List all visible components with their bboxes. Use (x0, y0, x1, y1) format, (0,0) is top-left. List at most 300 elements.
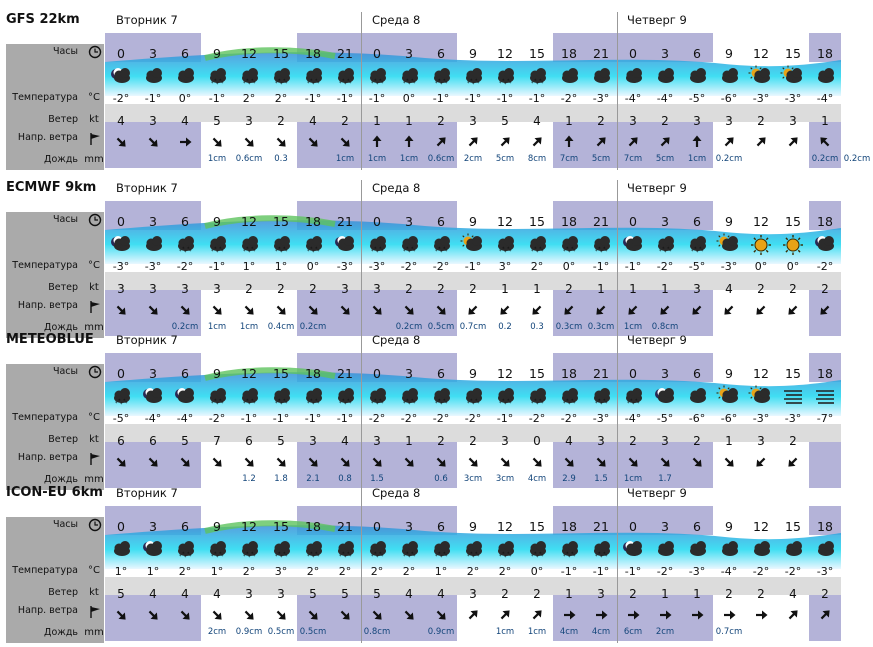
wind-cell: 1 (565, 114, 573, 128)
wind-arrow-icon (137, 605, 169, 625)
cloud-snow-icon (524, 386, 550, 408)
temperature-cell: -2° (400, 412, 418, 425)
svg-text:*: * (248, 402, 251, 408)
wind-arrow-icon (553, 132, 585, 152)
svg-text:*: * (603, 398, 606, 405)
temperature-cell: -2° (560, 92, 578, 105)
wind-arrow-icon (297, 132, 329, 152)
svg-text:*: * (598, 551, 601, 558)
svg-text:*: * (221, 401, 224, 407)
svg-text:*: * (605, 249, 608, 255)
temperature-cell: -5° (688, 260, 706, 273)
temperature-cell: 1° (146, 565, 160, 578)
svg-text:*: * (472, 82, 475, 88)
svg-text:*: * (595, 401, 598, 407)
svg-text:*: * (603, 551, 606, 558)
svg-text:*: * (118, 398, 121, 405)
wind-arrow-icon (425, 452, 457, 472)
svg-text:*: * (694, 246, 697, 253)
svg-text:*: * (502, 398, 505, 405)
svg-text:*: * (275, 401, 278, 407)
unit-rain: mm (84, 474, 104, 485)
svg-text:*: * (344, 402, 347, 408)
svg-text:*: * (662, 246, 665, 253)
cloud-snow-icon (236, 234, 262, 256)
row-label-temperature: Температура (12, 412, 78, 423)
temperature-cell: -3° (688, 565, 706, 578)
hour-cell: 9 (469, 214, 477, 229)
svg-text:*: * (374, 398, 377, 405)
hour-cell: 18 (561, 519, 577, 534)
svg-text:*: * (285, 81, 288, 87)
rain-cell: 0.7cm (459, 322, 487, 332)
temperature-cell: -4° (624, 412, 642, 425)
temperature-cell: -6° (688, 412, 706, 425)
temperature-cell: 2° (498, 565, 512, 578)
wind-cell: 3 (309, 434, 317, 448)
temperature-cell: 2° (402, 565, 416, 578)
rain-cell: 3cm (495, 474, 515, 484)
svg-text:*: * (411, 551, 414, 558)
row-label-hours: Часы (52, 214, 78, 225)
temperature-cell: -3° (592, 412, 610, 425)
cloud-snow-icon (396, 234, 422, 256)
hour-cell: 21 (337, 214, 353, 229)
cloud-snow-icon (428, 66, 454, 88)
wind-arrow-icon (649, 132, 681, 152)
hour-cell: 18 (561, 214, 577, 229)
hour-cell: 15 (273, 366, 289, 381)
temperature-cell: -2° (368, 412, 386, 425)
wind-cell: 4 (213, 587, 221, 601)
hour-cell: 21 (337, 519, 353, 534)
svg-text:*: * (123, 398, 126, 405)
svg-text:*: * (499, 249, 502, 255)
unit-temp: °C (88, 260, 100, 271)
wind-cell: 2 (789, 434, 797, 448)
cloud-snow-icon (300, 234, 326, 256)
clock-icon (88, 365, 102, 379)
temperature-cell: -4° (816, 92, 834, 105)
cloud-snow-icon (556, 234, 582, 256)
temperature-cell: 0° (786, 260, 800, 273)
svg-text:*: * (502, 551, 505, 558)
wind-arrow-icon (489, 132, 521, 152)
svg-text:*: * (443, 398, 446, 405)
day-label: Четверг 9 (627, 333, 687, 347)
svg-text:*: * (539, 398, 542, 405)
hour-cell: 15 (785, 519, 801, 534)
cloud-snow-icon (300, 386, 326, 408)
temperature-cell: -1° (336, 92, 354, 105)
rain-cell: 2.1 (306, 474, 320, 484)
svg-text:*: * (280, 555, 283, 561)
cloud-snow-icon (556, 539, 582, 561)
svg-text:*: * (278, 551, 281, 558)
day-label: Вторник 7 (116, 13, 178, 27)
wind-arrow-icon (233, 605, 265, 625)
wind-arrow-icon (105, 452, 137, 472)
temperature-cell: -1° (272, 412, 290, 425)
svg-text:*: * (499, 401, 502, 407)
svg-text:*: * (472, 402, 475, 408)
wind-cell: 4 (405, 587, 413, 601)
wind-cell: 3 (181, 282, 189, 296)
svg-text:*: * (216, 250, 219, 256)
rain-cell: 4cm (559, 627, 579, 637)
rain-cell: 1cm (207, 154, 227, 164)
svg-text:*: * (440, 555, 443, 561)
grid-row-bg (809, 424, 841, 442)
svg-text:*: * (443, 78, 446, 85)
temperature-cell: -3° (752, 92, 770, 105)
model-title: GFS 22km (6, 12, 80, 27)
svg-text:*: * (371, 249, 374, 255)
hour-cell: 3 (149, 519, 157, 534)
svg-text:*: * (531, 401, 534, 407)
rain-cell: 5cm (655, 154, 675, 164)
day-label: Вторник 7 (116, 333, 178, 347)
day-label: Четверг 9 (627, 486, 687, 500)
unit-rain: mm (84, 627, 104, 638)
hour-cell: 15 (785, 46, 801, 61)
unit-temp: °C (88, 412, 100, 423)
sun-cloud-icon (460, 234, 486, 256)
svg-text:*: * (317, 81, 320, 87)
temperature-cell: -1° (208, 260, 226, 273)
wind-cell: 1 (661, 587, 669, 601)
cloud-snow-icon (460, 66, 486, 88)
row-label-hours: Часы (52, 366, 78, 377)
day-label: Четверг 9 (627, 181, 687, 195)
rain-cell: 0.9cm (427, 627, 455, 637)
rain-cell: 1cm (623, 474, 643, 484)
temperature-cell: -3° (816, 565, 834, 578)
rain-cell: 6cm (623, 627, 643, 637)
svg-text:*: * (342, 551, 345, 558)
wind-cell: 4 (117, 114, 125, 128)
wind-cell: 3 (149, 282, 157, 296)
temperature-cell: 2° (242, 565, 256, 578)
svg-text:*: * (371, 401, 374, 407)
svg-text:*: * (573, 554, 576, 560)
temperature-cell: 1° (434, 565, 448, 578)
hour-cell: 3 (405, 46, 413, 61)
svg-text:*: * (568, 555, 571, 561)
svg-text:*: * (536, 402, 539, 408)
wind-arrow-icon (681, 132, 713, 152)
svg-text:*: * (470, 78, 473, 85)
wind-arrow-icon (585, 452, 617, 472)
wind-arrow-icon (457, 300, 489, 320)
hour-cell: 18 (561, 46, 577, 61)
svg-text:*: * (531, 554, 534, 560)
svg-text:*: * (477, 401, 480, 407)
wind-arrow-icon (745, 605, 777, 625)
hour-cell: 0 (629, 366, 637, 381)
svg-text:*: * (347, 398, 350, 405)
wind-cell: 5 (117, 587, 125, 601)
wind-arrow-icon (169, 452, 201, 472)
wind-cell: 4 (181, 587, 189, 601)
hour-cell: 3 (661, 214, 669, 229)
svg-text:*: * (211, 81, 214, 87)
svg-text:*: * (379, 78, 382, 85)
wind-cell: 6 (149, 434, 157, 448)
cloud-snow-icon (428, 234, 454, 256)
svg-text:*: * (182, 551, 185, 558)
flag-icon (88, 452, 102, 466)
wind-arrow-icon (329, 132, 361, 152)
hour-cell: 3 (405, 214, 413, 229)
hour-cell: 9 (213, 519, 221, 534)
svg-text:*: * (253, 554, 256, 560)
wind-arrow-icon (201, 132, 233, 152)
temperature-cell: 1° (210, 565, 224, 578)
wind-arrow-icon (713, 132, 745, 152)
cloud-snow-icon (364, 234, 390, 256)
hour-cell: 12 (241, 46, 257, 61)
svg-text:*: * (595, 249, 598, 255)
svg-text:*: * (371, 81, 374, 87)
svg-text:*: * (477, 554, 480, 560)
svg-text:*: * (536, 82, 539, 88)
wind-cell: 2 (277, 282, 285, 296)
sun-cloud-icon (748, 386, 774, 408)
wind-cell: 2 (725, 587, 733, 601)
svg-text:*: * (406, 78, 409, 85)
temperature-cell: -2° (464, 412, 482, 425)
svg-text:*: * (339, 81, 342, 87)
svg-text:*: * (243, 401, 246, 407)
svg-text:*: * (251, 246, 254, 253)
wind-arrow-icon (809, 300, 841, 320)
svg-text:*: * (467, 401, 470, 407)
svg-text:*: * (438, 246, 441, 253)
svg-text:*: * (381, 554, 384, 560)
wind-arrow-icon (329, 300, 361, 320)
moon-cloud-icon (332, 234, 358, 256)
rain-cell: 1.5 (594, 474, 608, 484)
wind-arrow-icon (393, 605, 425, 625)
svg-text:*: * (374, 78, 377, 85)
cloud-icon (716, 66, 742, 88)
svg-text:*: * (531, 81, 534, 87)
svg-text:*: * (541, 81, 544, 87)
wind-arrow-icon (617, 605, 649, 625)
wind-arrow-icon (553, 452, 585, 472)
wind-cell: 1 (661, 282, 669, 296)
cloud-snow-icon (332, 539, 358, 561)
svg-text:*: * (312, 82, 315, 88)
svg-text:*: * (189, 249, 192, 255)
svg-text:*: * (278, 246, 281, 253)
wind-cell: 3 (629, 114, 637, 128)
cloud-snow-icon (460, 539, 486, 561)
svg-text:*: * (440, 402, 443, 408)
svg-text:*: * (534, 78, 537, 85)
cloud-icon (140, 234, 166, 256)
unit-wind: kt (89, 587, 99, 598)
cloud-snow-icon (332, 66, 358, 88)
wind-arrow-icon (617, 132, 649, 152)
hour-cell: 3 (405, 366, 413, 381)
cloud-snow-icon (492, 539, 518, 561)
cloud-snow-icon (396, 539, 422, 561)
wind-arrow-icon (681, 452, 713, 472)
model-panel (0, 485, 840, 647)
wind-arrow-icon (425, 605, 457, 625)
svg-text:*: * (539, 78, 542, 85)
svg-text:*: * (214, 246, 217, 253)
wind-cell: 4 (789, 587, 797, 601)
svg-text:*: * (283, 551, 286, 558)
wind-arrow-icon (681, 605, 713, 625)
svg-text:*: * (248, 82, 251, 88)
wind-arrow-icon (745, 452, 777, 472)
moon-cloud-icon (620, 234, 646, 256)
svg-text:*: * (347, 78, 350, 85)
wind-arrow-icon (649, 605, 681, 625)
row-label-hours: Часы (52, 519, 78, 530)
model-title: ICON-EU 6km (6, 485, 103, 500)
svg-text:*: * (246, 551, 249, 558)
svg-text:*: * (253, 249, 256, 255)
svg-text:*: * (571, 246, 574, 253)
temperature-cell: -3° (752, 412, 770, 425)
temperature-cell: -2° (816, 260, 834, 273)
row-label-wind_dir: Напр. ветра (17, 300, 78, 311)
wind-cell: 2 (437, 114, 445, 128)
svg-text:*: * (413, 554, 416, 560)
svg-text:*: * (219, 551, 222, 558)
row-label-wind_dir: Напр. ветра (17, 452, 78, 463)
day-label: Среда 8 (372, 13, 421, 27)
svg-text:*: * (573, 401, 576, 407)
day-label: Четверг 9 (627, 13, 687, 27)
rain-cell: 1cm (623, 322, 643, 332)
cloud-snow-icon (492, 66, 518, 88)
cloud-snow-icon (492, 386, 518, 408)
svg-text:*: * (403, 554, 406, 560)
wind-cell: 1 (405, 434, 413, 448)
svg-text:*: * (283, 398, 286, 405)
svg-text:*: * (312, 555, 315, 561)
svg-text:*: * (307, 554, 310, 560)
hour-cell: 6 (437, 519, 445, 534)
sun-cloud-icon (748, 66, 774, 88)
cloud-icon (812, 539, 838, 561)
svg-text:*: * (214, 78, 217, 85)
svg-text:*: * (246, 78, 249, 85)
day-label: Вторник 7 (116, 181, 178, 195)
svg-text:*: * (568, 402, 571, 408)
svg-text:*: * (315, 551, 318, 558)
temperature-cell: 0° (402, 92, 416, 105)
svg-text:*: * (600, 402, 603, 408)
svg-text:*: * (211, 401, 214, 407)
temperature-cell: -2° (112, 92, 130, 105)
temperature-cell: -1° (144, 92, 162, 105)
wind-arrow-icon (809, 605, 841, 625)
wind-cell: 3 (149, 114, 157, 128)
cloud-snow-icon (108, 386, 134, 408)
rain-cell: 0.2cm (299, 322, 327, 332)
wind-arrow-icon (265, 452, 297, 472)
svg-text:*: * (509, 81, 512, 87)
rain-cell: 2.9 (562, 474, 576, 484)
svg-text:*: * (371, 554, 374, 560)
svg-text:*: * (285, 401, 288, 407)
svg-text:*: * (566, 551, 569, 558)
wind-arrow-icon (137, 300, 169, 320)
svg-text:*: * (696, 250, 699, 256)
hour-cell: 12 (241, 214, 257, 229)
svg-text:*: * (472, 555, 475, 561)
wind-arrow-icon (457, 452, 489, 472)
wind-cell: 5 (309, 587, 317, 601)
svg-text:*: * (339, 554, 342, 560)
temperature-cell: -2° (208, 412, 226, 425)
rain-cell: 5cm (591, 154, 611, 164)
svg-text:*: * (307, 401, 310, 407)
wind-cell: 2 (757, 587, 765, 601)
wind-cell: 4 (149, 587, 157, 601)
svg-text:*: * (507, 78, 510, 85)
svg-text:*: * (566, 398, 569, 405)
wind-cell: 5 (501, 114, 509, 128)
rain-cell: 4cm (527, 474, 547, 484)
svg-text:*: * (534, 551, 537, 558)
svg-text:*: * (438, 398, 441, 405)
rain-cell: 0.2cm (843, 154, 871, 164)
wind-arrow-icon (265, 605, 297, 625)
temperature-cell: -2° (432, 412, 450, 425)
wind-arrow-icon (617, 300, 649, 320)
svg-text:*: * (435, 249, 438, 255)
day-label: Среда 8 (372, 486, 421, 500)
svg-text:*: * (445, 81, 448, 87)
wind-arrow-icon (713, 452, 745, 472)
sun-cloud-icon (716, 386, 742, 408)
wind-arrow-icon (777, 132, 809, 152)
unit-temp: °C (88, 92, 100, 103)
svg-text:*: * (315, 246, 318, 253)
cloud-snow-icon (204, 66, 230, 88)
svg-text:*: * (635, 398, 638, 405)
hour-cell: 9 (213, 214, 221, 229)
svg-text:*: * (221, 249, 224, 255)
hour-cell: 9 (469, 519, 477, 534)
svg-text:*: * (125, 401, 128, 407)
wind-cell: 3 (789, 114, 797, 128)
cloud-icon (684, 386, 710, 408)
hour-cell: 0 (373, 46, 381, 61)
temperature-cell: -1° (496, 92, 514, 105)
svg-text:*: * (342, 398, 345, 405)
wind-cell: 3 (597, 587, 605, 601)
clock-icon (88, 213, 102, 227)
wind-arrow-icon (553, 605, 585, 625)
row-labels (6, 212, 104, 338)
svg-text:*: * (379, 551, 382, 558)
hour-cell: 12 (497, 46, 513, 61)
cloud-snow-icon (204, 234, 230, 256)
row-label-temperature: Температура (12, 260, 78, 271)
temperature-cell: -1° (560, 565, 578, 578)
cloud-snow-icon (460, 386, 486, 408)
wind-cell: 1 (373, 114, 381, 128)
